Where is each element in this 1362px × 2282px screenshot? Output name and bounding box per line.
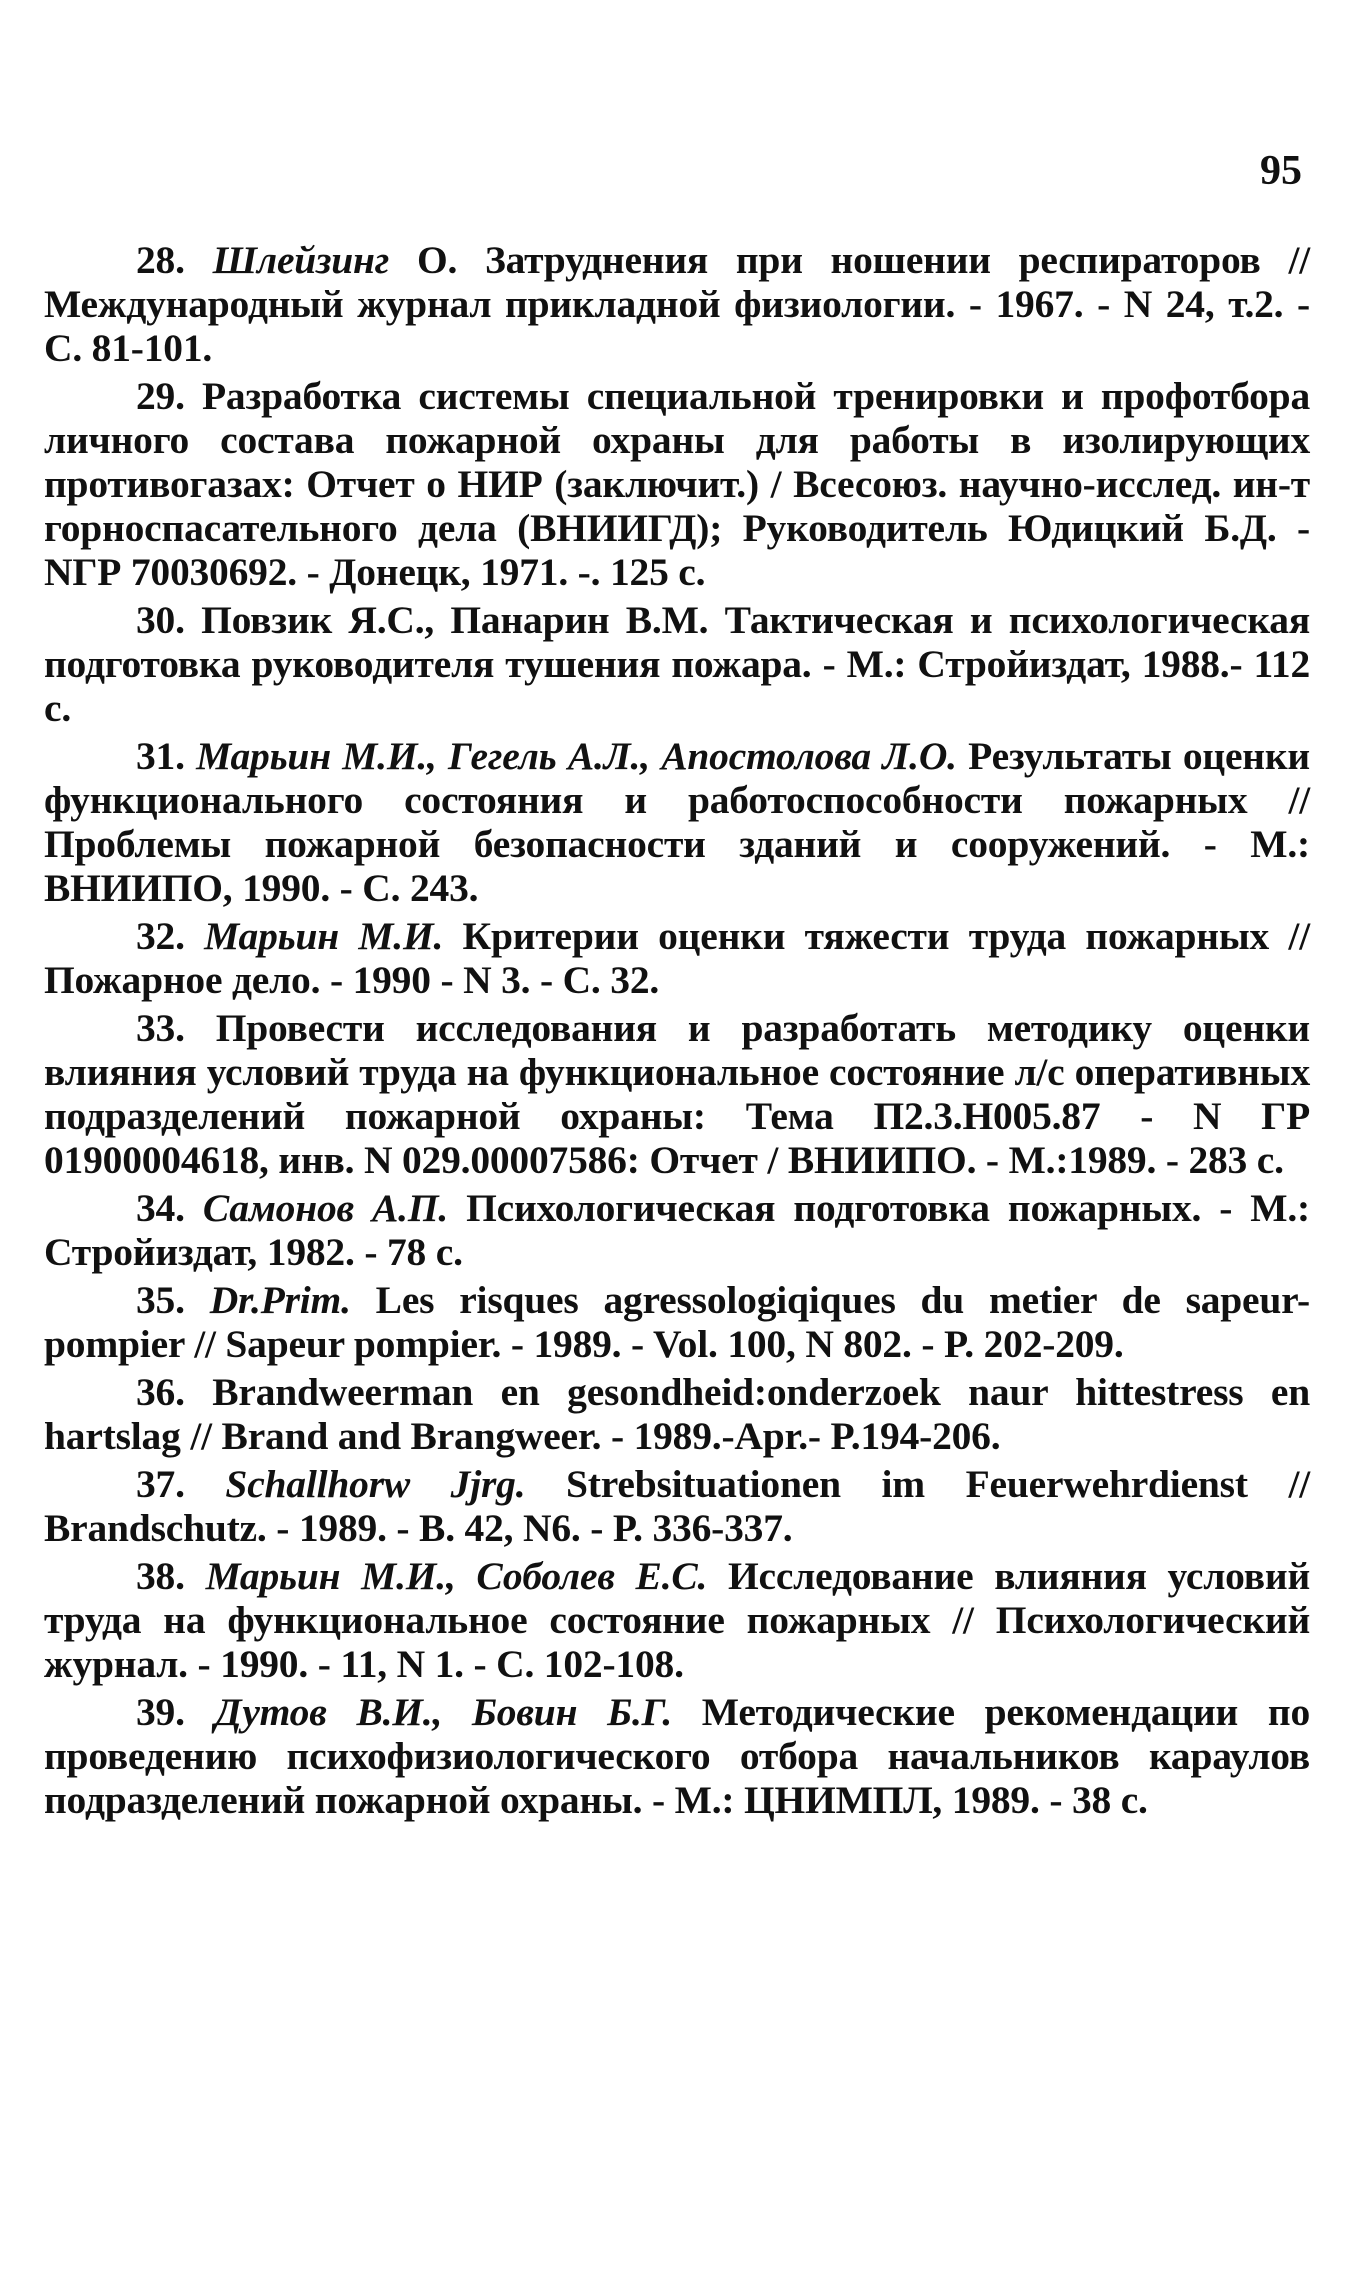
reference-number: 30. (136, 598, 185, 642)
reference-text: Провести исследования и разработать методику оценки влияния условий труда на функциональное состояние л/с оперативных подразделений пожарной охраны: Тема П2.3.Н005.87 - N ГР 01900004618, инв. N 029.00007586: Отчет / ВНИИПО. - М.:1989. - 283 с. (44, 1006, 1310, 1182)
reference-authors: Марьин М.И. (204, 914, 444, 958)
reference-authors: Шлейзинг (212, 238, 390, 282)
reference-number: 32. (136, 914, 185, 958)
reference-item-33 (44, 1006, 1310, 1182)
reference-authors: Dr.Prim. (209, 1278, 351, 1322)
reference-text: Результаты оценки функционального состояния и работоспособности пожарных // Проблемы пожарной безопасности зданий и сооружений. - М.: ВНИИПО, 1990. - С. 243. (44, 734, 1310, 910)
reference-authors: Дутов В.И., Бовин Б.Г. (214, 1690, 673, 1734)
reference-text: Психологическая подготовка пожарных. - М.: Стройиздат, 1982. - 78 с. (44, 1186, 1310, 1274)
reference-text: Исследование влияния условий труда на функциональное состояние пожарных // Психологический журнал. - 1990. - 11, N 1. - С. 102-108. (44, 1554, 1311, 1686)
reference-authors: Schallhorw Jjrg. (225, 1462, 526, 1506)
reference-number: 39. (136, 1690, 185, 1734)
reference-item-39 (44, 1690, 1310, 1822)
reference-item-32 (44, 914, 1310, 1002)
reference-text: Strebsituationen im Feuerwehrdienst // Brandschutz. - 1989. - B. 42, N6. - P. 336-337. (44, 1462, 1310, 1550)
reference-text: Критерии оценки тяжести труда пожарных // Пожарное дело. - 1990 - N 3. - С. 32. (44, 914, 1310, 1002)
reference-item-28 (44, 238, 1310, 370)
reference-number: 38. (136, 1554, 185, 1598)
reference-number: 35. (136, 1278, 185, 1322)
reference-authors: Самонов А.П. (202, 1186, 449, 1230)
reference-number: 29. (136, 374, 185, 418)
reference-authors: Марьин М.И., Гегель А.Л., Апостолова Л.О. (196, 734, 957, 778)
reference-text: Brandweerman en gesondheid:onderzoek naur hittestress en hartslag // Brand and Brangweer. - 1989.-Apr.- P.194-206. (44, 1370, 1310, 1458)
reference-text: Разработка системы специальной тренировки и профотбора личного состава пожарной охраны для работы в изолирующих противогазах: Отчет о НИР (заключит.) / Всесоюз. научно-исслед. ин-т горноспасательного дела (ВНИИГД); Руководитель Юдицкий Б.Д. - NГР 70030692. - Донецк, 1971. -. 125 с. (44, 374, 1310, 594)
reference-item-37 (44, 1462, 1310, 1550)
reference-item-31 (44, 734, 1310, 910)
reference-number: 34. (136, 1186, 185, 1230)
reference-number: 37. (136, 1462, 185, 1506)
reference-text: Повзик Я.С., Панарин В.М. Тактическая и психологическая подготовка руководителя тушения пожара. - М.: Стройиздат, 1988.- 112 с. (44, 598, 1310, 730)
reference-text: О. Затруднения при ношении респираторов // Международный журнал прикладной физиологии. - 1967. - N 24, т.2. - С. 81-101. (44, 238, 1310, 370)
reference-text: Методические рекомендации по проведению психофизиологического отбора начальников караулов подразделений пожарной охраны. - М.: ЦНИМПЛ, 1989. - 38 с. (44, 1690, 1310, 1822)
reference-authors: Марьин М.И., Соболев Е.С. (205, 1554, 708, 1598)
reference-item-34 (44, 1186, 1310, 1274)
reference-list (44, 238, 1310, 1826)
reference-number: 36. (136, 1370, 185, 1414)
reference-number: 28. (136, 238, 185, 282)
reference-text: Les risques agressologiqiques du metier de sapeur-pompier // Sapeur pompier. - 1989. - Vol. 100, N 802. - P. 202-209. (44, 1278, 1310, 1366)
reference-item-29 (44, 374, 1310, 594)
reference-item-35 (44, 1278, 1310, 1366)
reference-item-30 (44, 598, 1310, 730)
reference-item-36 (44, 1370, 1310, 1458)
reference-item-38 (44, 1554, 1310, 1686)
page-number: 95 (1260, 148, 1302, 194)
reference-number: 31. (136, 734, 185, 778)
reference-number: 33. (136, 1006, 185, 1050)
